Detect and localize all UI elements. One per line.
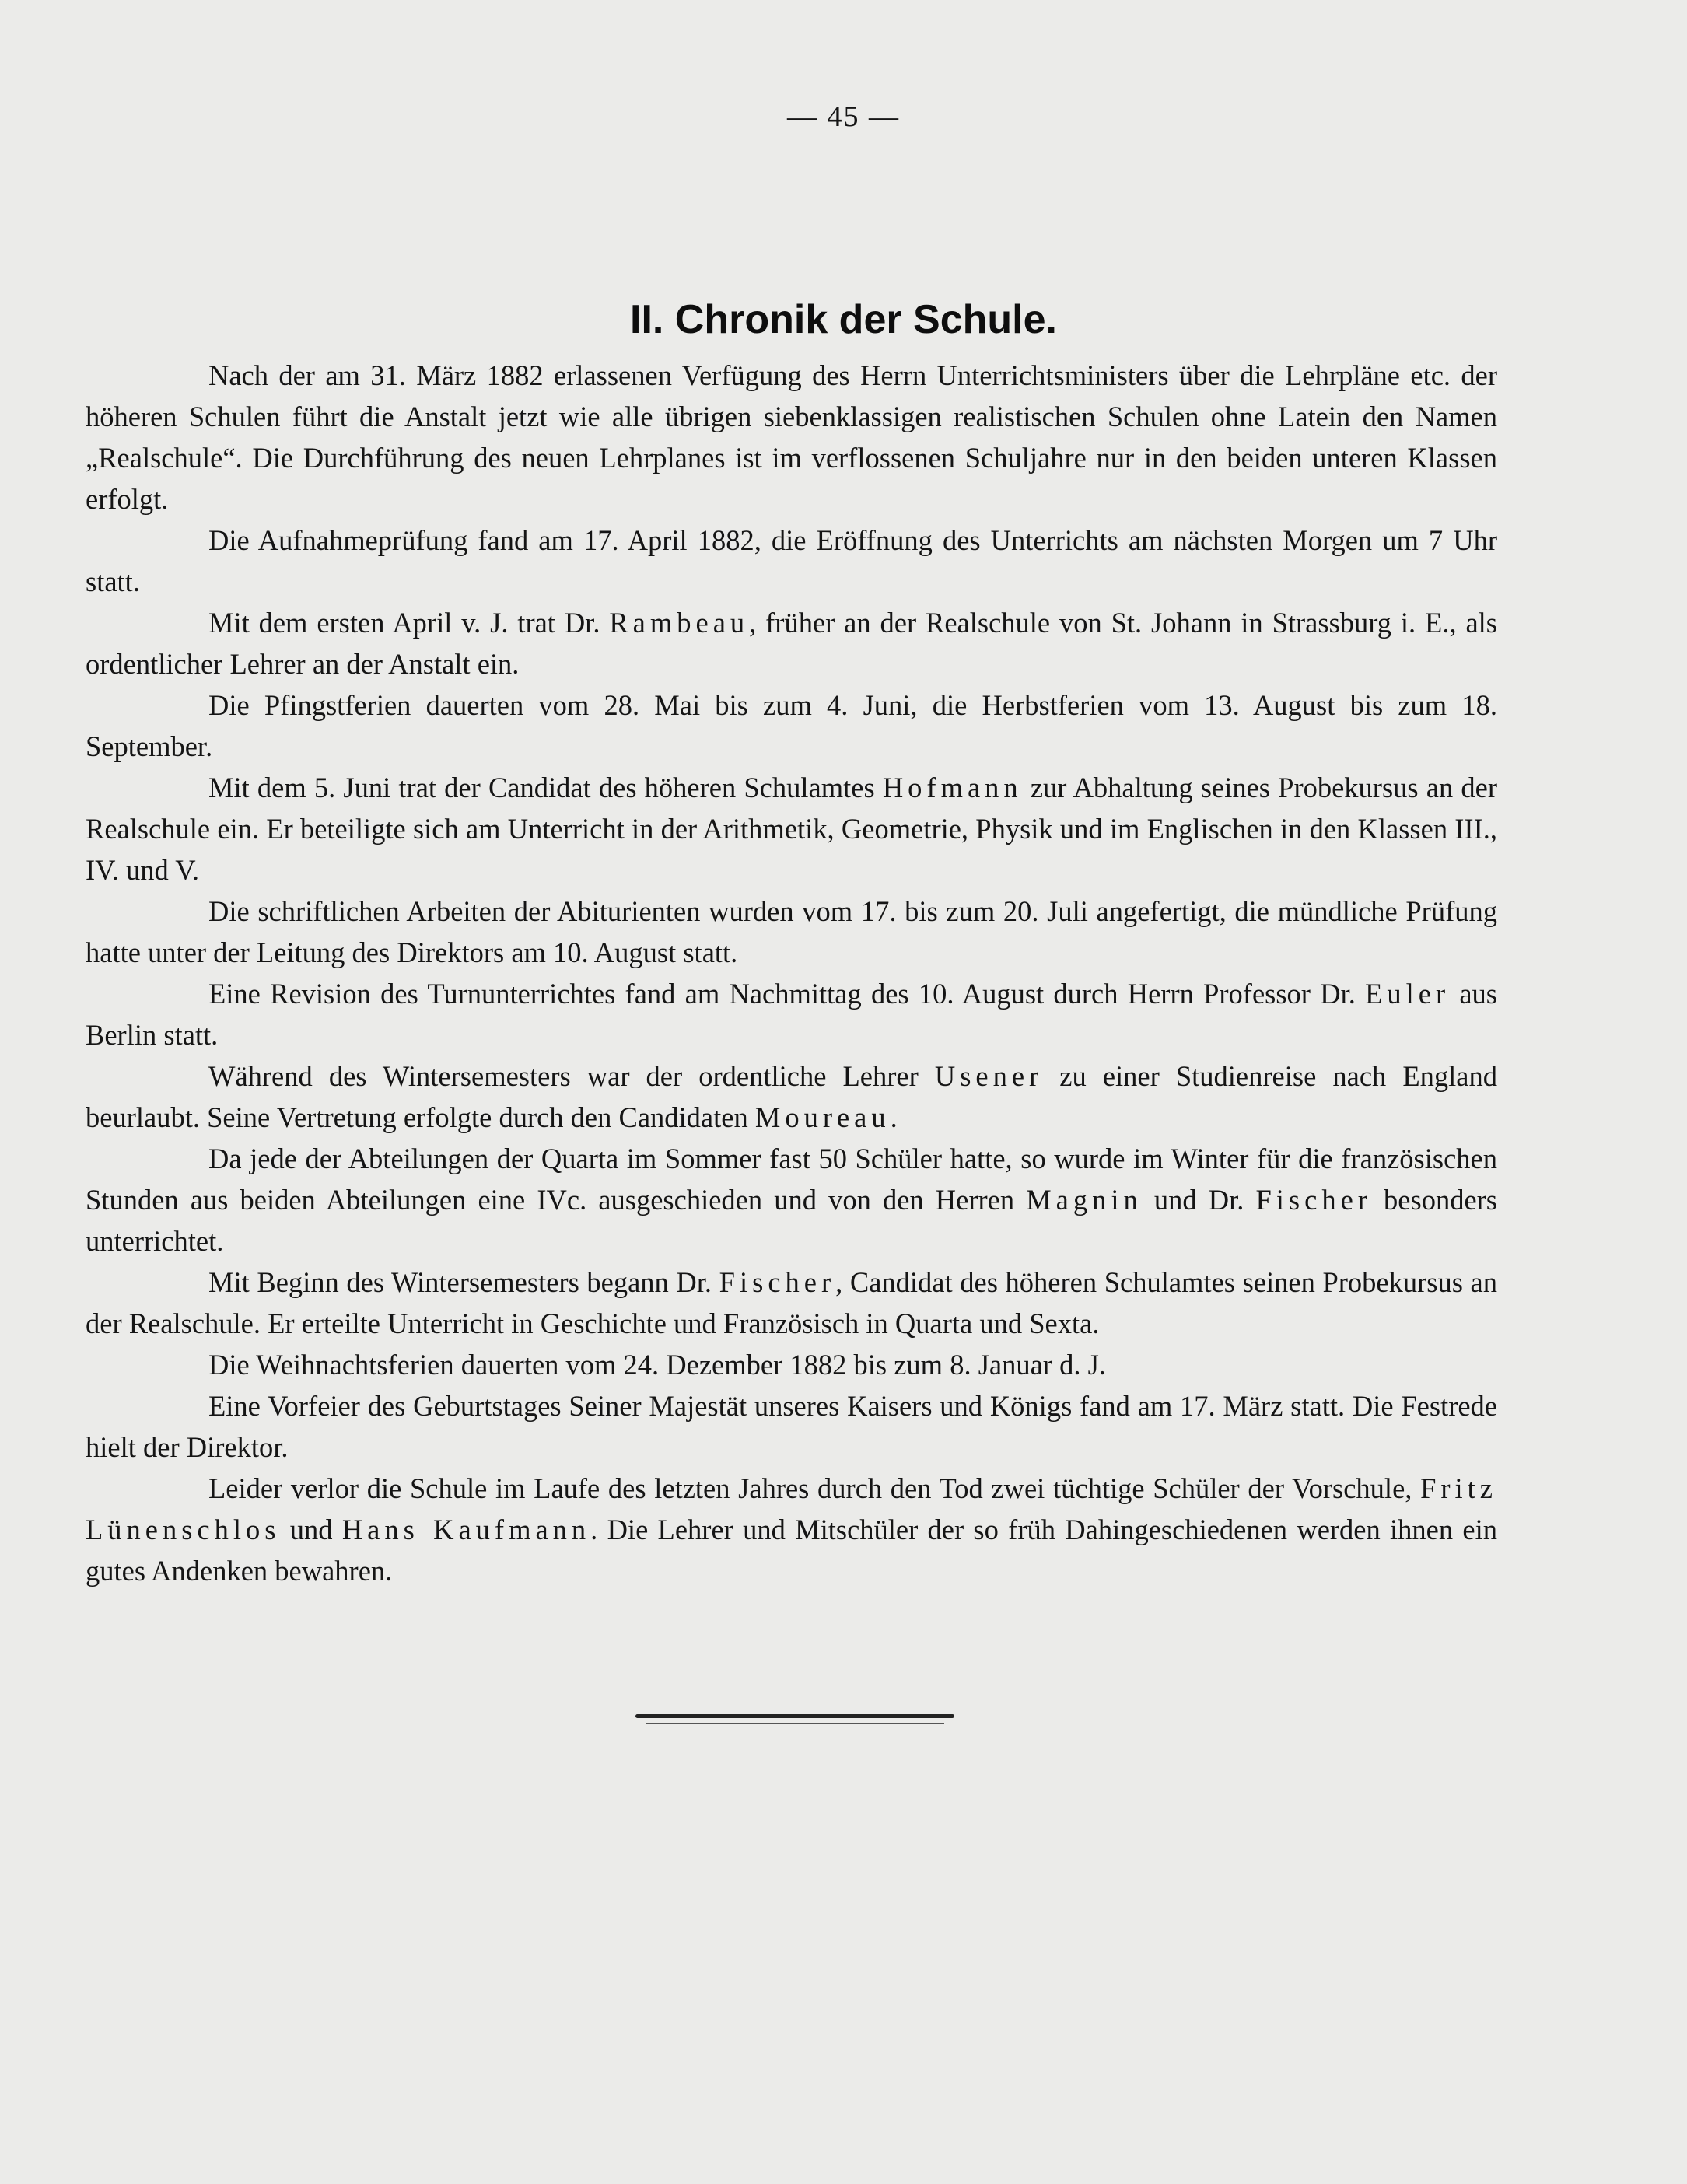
person-name: Hans Kaufmann [341, 1514, 591, 1545]
paragraph-entrance-exam: Die Aufnahmeprüfung fand am 17. April 1882, die Eröffnung des Unterrichts am nächsten Morgen um 7 Uhr statt. [86, 524, 1497, 597]
text-segment: Mit dem ersten April v. J. trat Dr. [208, 607, 610, 639]
paragraph-quarta [86, 1138, 1497, 1262]
person-name: Fritz Lünenschlos [86, 1472, 1497, 1545]
text-segment: Während des Wintersemesters war der ordentliche Lehrer [208, 1060, 935, 1092]
paragraph-hofmann [86, 767, 1497, 891]
text-segment: aus Berlin statt. [86, 978, 1497, 1051]
text-segment: und Dr. [1142, 1184, 1256, 1216]
paragraph-birthday: Eine Vorfeier des Geburtstages Seiner Majestät unseres Kaisers und Königs fand am 17. März statt. Die Festrede hielt der Direktor. [86, 1390, 1497, 1463]
paragraph-revision [86, 973, 1497, 1055]
paragraph-rambeau [86, 602, 1497, 684]
paragraph-fischer [86, 1262, 1497, 1344]
closing-rule [635, 1714, 954, 1718]
text-segment: , früher an der Realschule von St. Johann in Strassburg i. E., als ordentlicher Lehrer an der Anstalt ein. [86, 607, 1497, 680]
text-segment: Mit dem 5. Juni trat der Candidat des höheren Schulamtes [208, 772, 883, 803]
page-number: — 45 — [787, 100, 900, 133]
text-segment: besonders unterrichtet. [86, 1184, 1497, 1257]
paragraph-christmas: Die Weihnachtsferien dauerten vom 24. Dezember 1882 bis zum 8. Januar d. J. [208, 1349, 1106, 1381]
text-segment: Mit Beginn des Wintersemesters begann Dr. [208, 1266, 719, 1298]
chronicle-body [86, 355, 1497, 1591]
person-name: Magnin [1026, 1184, 1143, 1216]
text-segment: zur Abhaltung seines Probekursus an der Realschule ein. Er beteiligte sich am Unterricht in der Arithmetik, Geometrie, Physik und im Englischen in den Klassen III., IV. und V. [86, 772, 1497, 886]
paragraph-abitur-exams: Die schriftlichen Arbeiten der Abiturienten wurden vom 17. bis zum 20. Juli angefertigt, die mündliche Prüfung hatte unter der Leitung des Direktors am 10. August statt. [86, 895, 1497, 968]
person-name: Usener [934, 1060, 1044, 1092]
text-segment: . Die Lehrer und Mitschüler der so früh Dahingeschiedenen werden ihnen ein gutes Andenken bewahren. [86, 1514, 1497, 1587]
text-segment: . [890, 1101, 898, 1133]
person-name: Hofmann [882, 772, 1023, 803]
text-segment: Eine Revision des Turnunterrichtes fand am Nachmittag des 10. August durch Herrn Professor Dr. [208, 978, 1366, 1010]
paragraph-usener [86, 1055, 1497, 1138]
person-name: Moureau [754, 1101, 891, 1133]
person-name: Fischer [1255, 1184, 1372, 1216]
paragraph-holidays: Die Pfingstferien dauerten vom 28. Mai bis zum 4. Juni, die Herbstferien vom 13. August bis zum 18. September. [86, 689, 1497, 762]
text-segment: , Candidat des höheren Schulamtes seinen Probekursus an der Realschule. Er erteilte Unterricht in Geschichte und Französisch in Quarta und Sexta. [86, 1266, 1497, 1339]
text-segment: Leider verlor die Schule im Laufe des letzten Jahres durch den Tod zwei tüchtige Schüler der Vorschule, [208, 1472, 1421, 1504]
person-name: Fischer [719, 1266, 836, 1298]
section-title: II. Chronik der Schule. [630, 296, 1057, 342]
text-segment: Da jede der Abteilungen der Quarta im Sommer fast 50 Schüler hatte, so wurde im Winter für die französischen Stunden aus beiden Abteilungen eine IVc. ausgeschieden und von den Herren [86, 1143, 1497, 1216]
paragraph-curriculum: Nach der am 31. März 1882 erlassenen Verfügung des Herrn Unterrichtsministers über die Lehrpläne etc. der höheren Schulen führt die Anstalt jetzt wie alle übrigen siebenklassigen realistischen Schulen ohne Latein den Namen „Realschule“. Die Durchführung des neuen Lehrplanes ist im verflossenen Schuljahre nur in den beiden unteren Klassen erfolgt. [86, 359, 1497, 515]
paragraph-obituary [86, 1468, 1497, 1591]
person-name: Rambeau [609, 607, 750, 639]
text-segment: und [280, 1514, 342, 1545]
text-segment: zu einer Studienreise nach England beurlaubt. Seine Vertretung erfolgte durch den Candidaten [86, 1060, 1497, 1133]
person-name: Euler [1365, 978, 1451, 1010]
closing-rule-thin [646, 1723, 944, 1724]
